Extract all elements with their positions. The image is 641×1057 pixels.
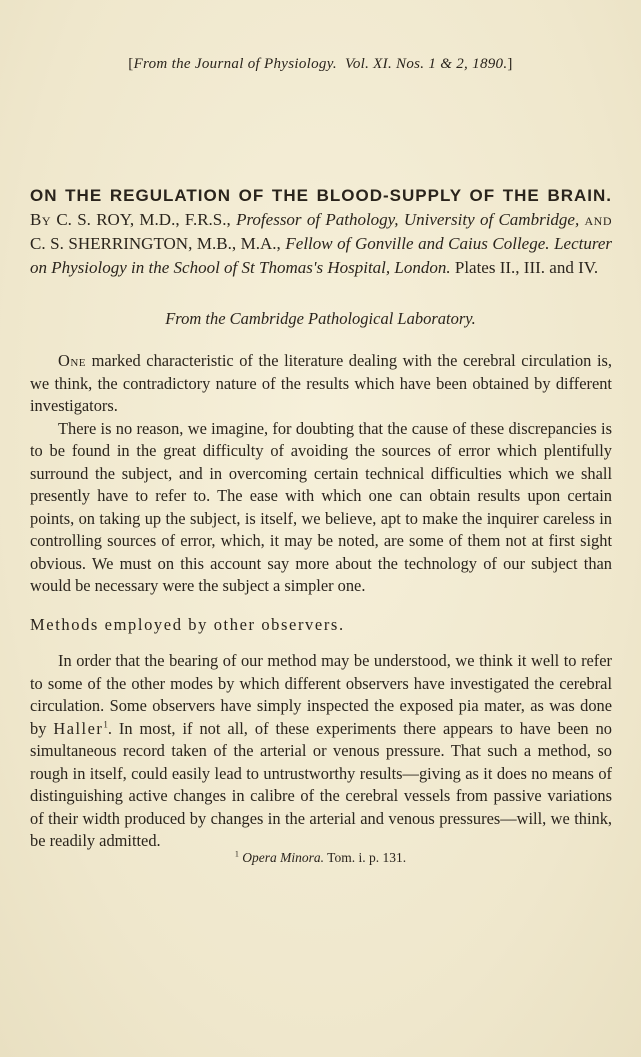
footnote — [0, 850, 641, 866]
author-two: C. S. SHERRINGTON, M.B., M.A., — [30, 234, 281, 253]
footnote-mark: 1 — [234, 849, 239, 859]
article-title: ON THE REGULATION OF THE BLOOD-SUPPLY OF THE BRAIN. — [30, 186, 612, 205]
running-header — [0, 56, 641, 73]
paragraph-1-lead: One — [58, 351, 86, 370]
article-body — [30, 350, 612, 853]
paragraph-3-end: . In most, if not all, of these experiments there appears to have been no simultaneous record taken of the arterial or venous pressure. That such a method, so rough in itself, could easily lead to untrustworthy results—giving as it does no means of distinguishing active changes in calibre of the cerebral vessels from passive variations of their width produced by changes in the arterial and venous pressures—will, we think, be readily admitted. — [30, 718, 612, 850]
paragraph-2: There is no reason, we imagine, for doubting that the cause of these discrepancies is to be found in the great difficulty of avoiding the sources of error which plentifully surround the subject, and in overcoming certain technical difficulties which we shall presently have to refer to. The ease with which one can obtain results upon certain points, on taking up the subject, is itself, we believe, apt to make the inquirer careless in controlling sources of error, which, it may be noted, are some of them not at first sight obvious. We must on this account say more about the technology of our subject than would be necessary were the subject a simpler one. — [30, 418, 612, 595]
by-label: By — [30, 210, 52, 229]
paragraph-1 — [30, 350, 612, 418]
header-open-bracket: [ — [128, 56, 134, 72]
paragraph-3 — [30, 650, 612, 853]
author-one: C. S. ROY, M.D., F.R.S., — [56, 210, 231, 229]
header-source: From the Journal of Physiology. — [133, 56, 337, 72]
header-volume: Vol. XI. Nos. 1 & 2, 1890. — [345, 56, 508, 72]
footnote-ref: 1 — [103, 719, 108, 730]
plates-note: Plates II., III. and IV. — [454, 258, 599, 277]
laboratory-subtitle: From the Cambridge Pathological Laboratory. — [165, 309, 476, 328]
author-one-role: Professor of Pathology, University of Cambridge, — [236, 210, 580, 229]
article-title-block — [30, 184, 612, 280]
paragraph-1-text: marked characteristic of the literature dealing with the cerebral circulation is, we think, the contradictory nature of the results which have been obtained by different investigators. — [30, 351, 612, 415]
footnote-ref-text: Tom. i. p. 131. — [327, 850, 407, 865]
paragraph-3-start: In order that the bearing of our method may be understood, we think it well to refer to some of the other modes by which different observers have investigated the cerebral circulation. Some observers have simply inspected the exposed pia mater, as was done by — [30, 651, 612, 738]
author-two-role: Fellow of Gonville and Caius College. Lecturer on Physiology in the School of St Thomas's Hospital, London. — [30, 234, 613, 277]
section-heading: Methods employed by other observers. — [30, 614, 345, 634]
header-close-bracket: ] — [507, 56, 513, 72]
and-label: and — [584, 210, 613, 229]
footnote-work: Opera Minora. — [242, 850, 325, 865]
cited-name: Haller — [53, 718, 104, 738]
